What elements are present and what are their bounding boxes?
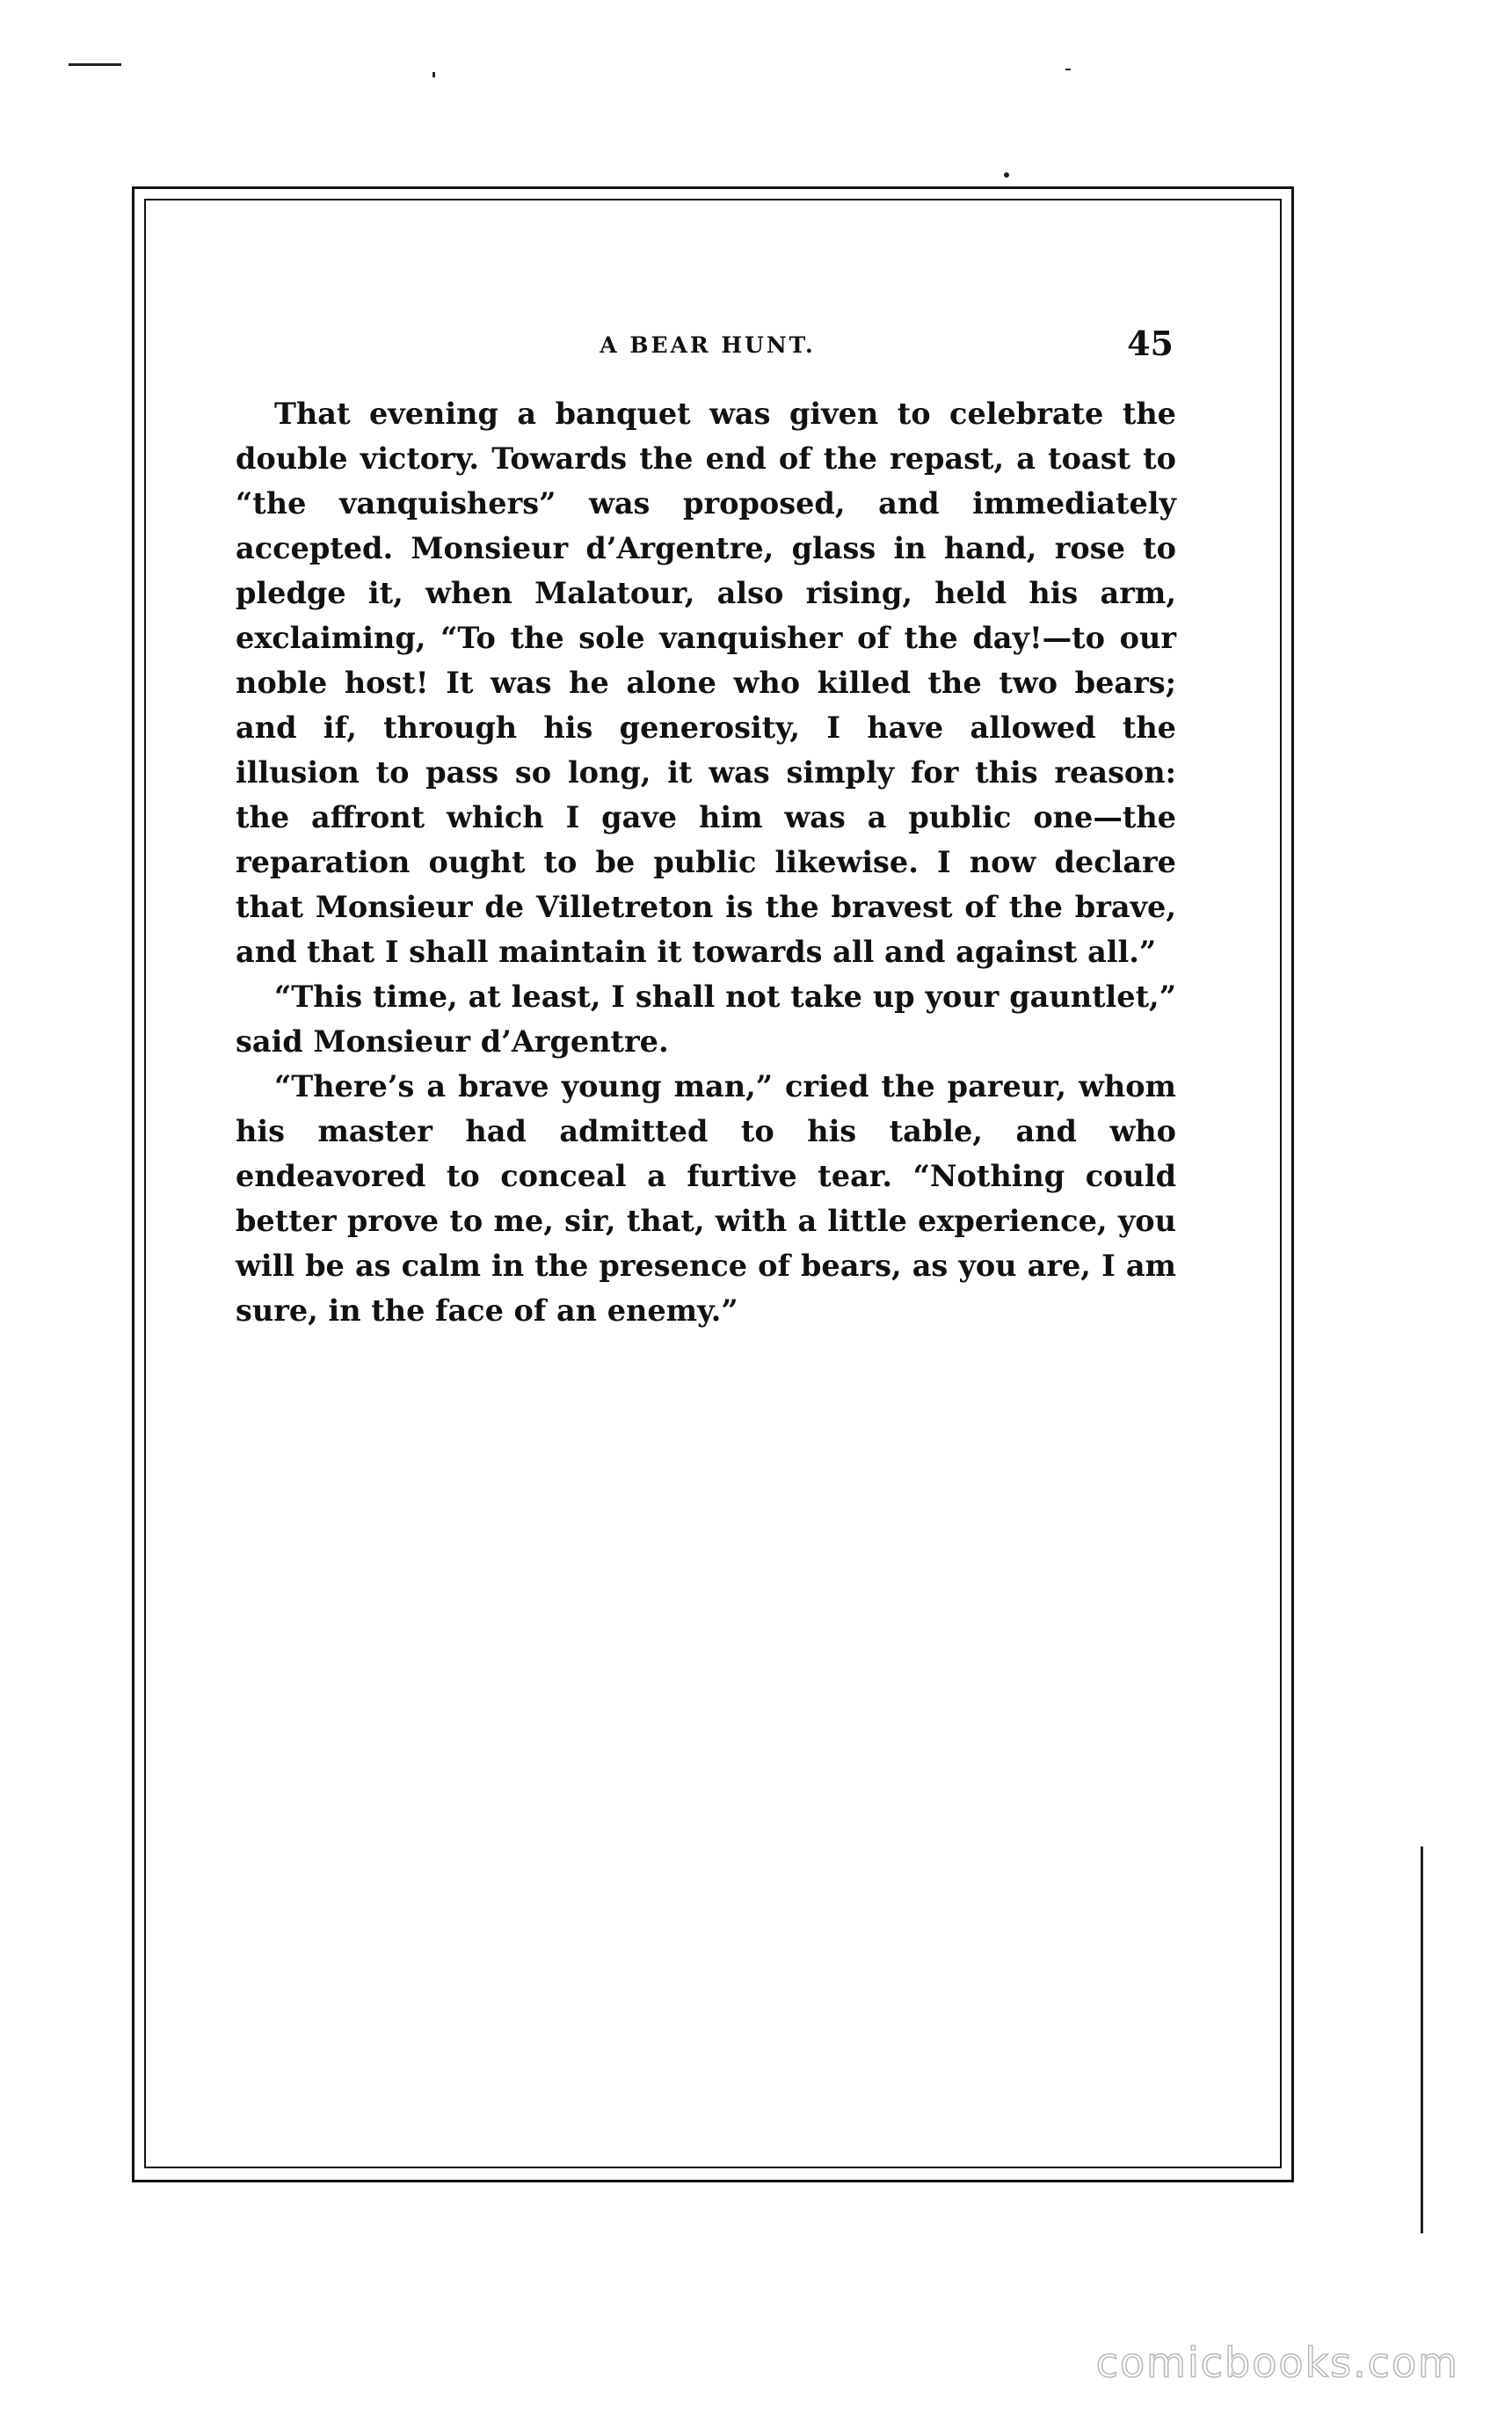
scan-dot xyxy=(433,72,435,77)
body-text xyxy=(236,391,1176,1333)
paragraph: “There’s a brave young man,” cried the pareur, whom his master had admitted to his table, and who endeavored to conceal a furtive tear. “Nothing could better prove to me, sir, that, with a little experience, you will be as calm in the presence of bears, as you are, I am sure, in the face of an enemy.” xyxy=(236,1069,1176,1328)
page-number: 45 xyxy=(1127,324,1174,363)
scan-dot xyxy=(1004,172,1009,178)
running-title: A BEAR HUNT. xyxy=(600,332,816,358)
scan-edge-line xyxy=(1421,1846,1423,2233)
scan-mark-dash xyxy=(69,63,121,66)
scan-dot xyxy=(1065,69,1071,70)
watermark: comicbooks.com xyxy=(1095,2339,1459,2386)
paragraph: That evening a banquet was given to celebrate the double victory. Towards the end of the repast, a toast to “the vanquishers” was proposed, and immediately accepted. Monsieur d’Argentre, glass in hand, rose to pledge it, when Malatour, also rising, held his arm, exclaiming, “To the sole vanquisher of the day!—to our noble host! It was he alone who killed the two bears; and if, through his generosity, I have allowed the illusion to pass so long, it was simply for this reason: the affront which I gave him was a public one—the reparation ought to be public likewise. I now declare that Monsieur de Villetreton is the bravest of the brave, and that I shall maintain it towards all and against all.” xyxy=(236,397,1176,969)
paragraph: “This time, at least, I shall not take up your gauntlet,” said Monsieur d’Argentre. xyxy=(236,980,1176,1059)
running-head xyxy=(242,324,1174,368)
